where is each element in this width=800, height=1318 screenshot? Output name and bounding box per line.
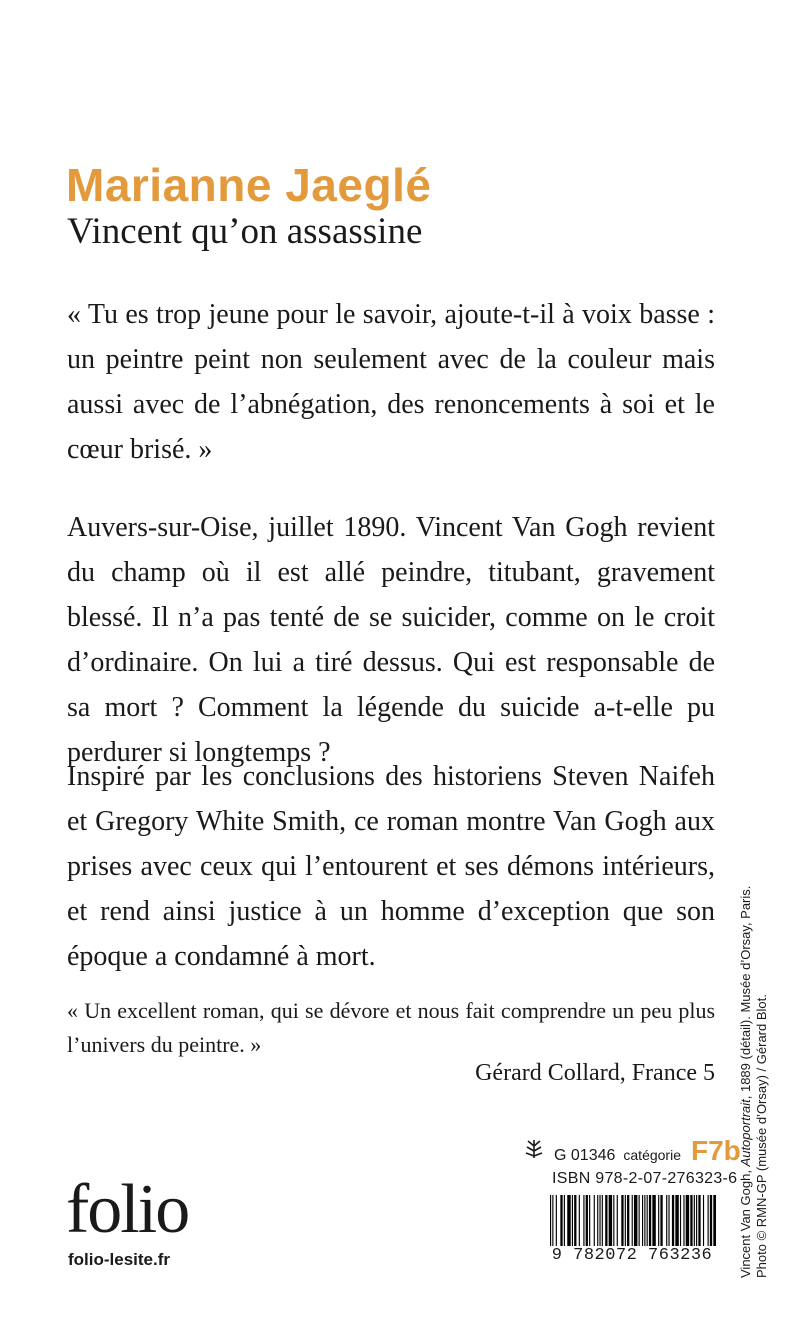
publisher-website[interactable]: folio-lesite.fr <box>68 1250 171 1269</box>
catalog-line <box>522 1135 741 1167</box>
credit-line-2: Photo © RMN-GP (musée d’Orsay) / Gérard Blot. <box>754 994 769 1278</box>
press-review: « Un excellent roman, qui se dévore et nous fait comprendre un peu plus l’univers du peintre. » <box>67 998 715 1057</box>
plant-icon <box>522 1138 546 1160</box>
book-title: Vincent qu’on assassine <box>67 211 423 252</box>
credit-line-1: Vincent Van Gogh, Autoportrait, 1889 (détail). Musée d’Orsay, Paris. <box>738 885 753 1278</box>
synopsis-paragraph-2: Inspiré par les conclusions des historiens Steven Naifeh et Gregory White Smith, ce roman montre Van Gogh aux prises avec ceux qui l’entourent et ses démons intérieurs, et rend ainsi justice à un homme d’exception que son époque a condamné à mort. <box>67 761 715 972</box>
excerpt-quote: « Tu es trop jeune pour le savoir, ajoute-t-il à voix basse : un peintre peint non seulement avec de la couleur mais aussi avec de l’abnégation, des renoncements à soi et le cœur brisé. » <box>67 299 715 465</box>
folio-logo: folio <box>66 1171 189 1248</box>
category-code: F7b <box>690 1135 741 1166</box>
author-name: Marianne Jaeglé <box>66 159 432 211</box>
press-review-source: Gérard Collard, France 5 <box>475 1060 715 1086</box>
isbn: ISBN 978-2-07-276323-6 <box>552 1170 738 1187</box>
barcode-number: 9 782072 763236 <box>548 1246 716 1265</box>
catalog-code: G 01346 <box>554 1147 616 1164</box>
synopsis-paragraph-1: Auvers-sur-Oise, juillet 1890. Vincent Van Gogh revient du champ où il est allé peindre, titubant, gravement blessé. Il n’a pas tenté de se suicider, comme on le croit d’ordinaire. On lui a tiré dessus. Qui est responsable de sa mort ? Comment la légende du suicide a-t-elle pu perdurer si longtemps ? <box>67 512 715 768</box>
category-label: catégorie <box>623 1147 681 1163</box>
cover-credit <box>738 885 770 1278</box>
